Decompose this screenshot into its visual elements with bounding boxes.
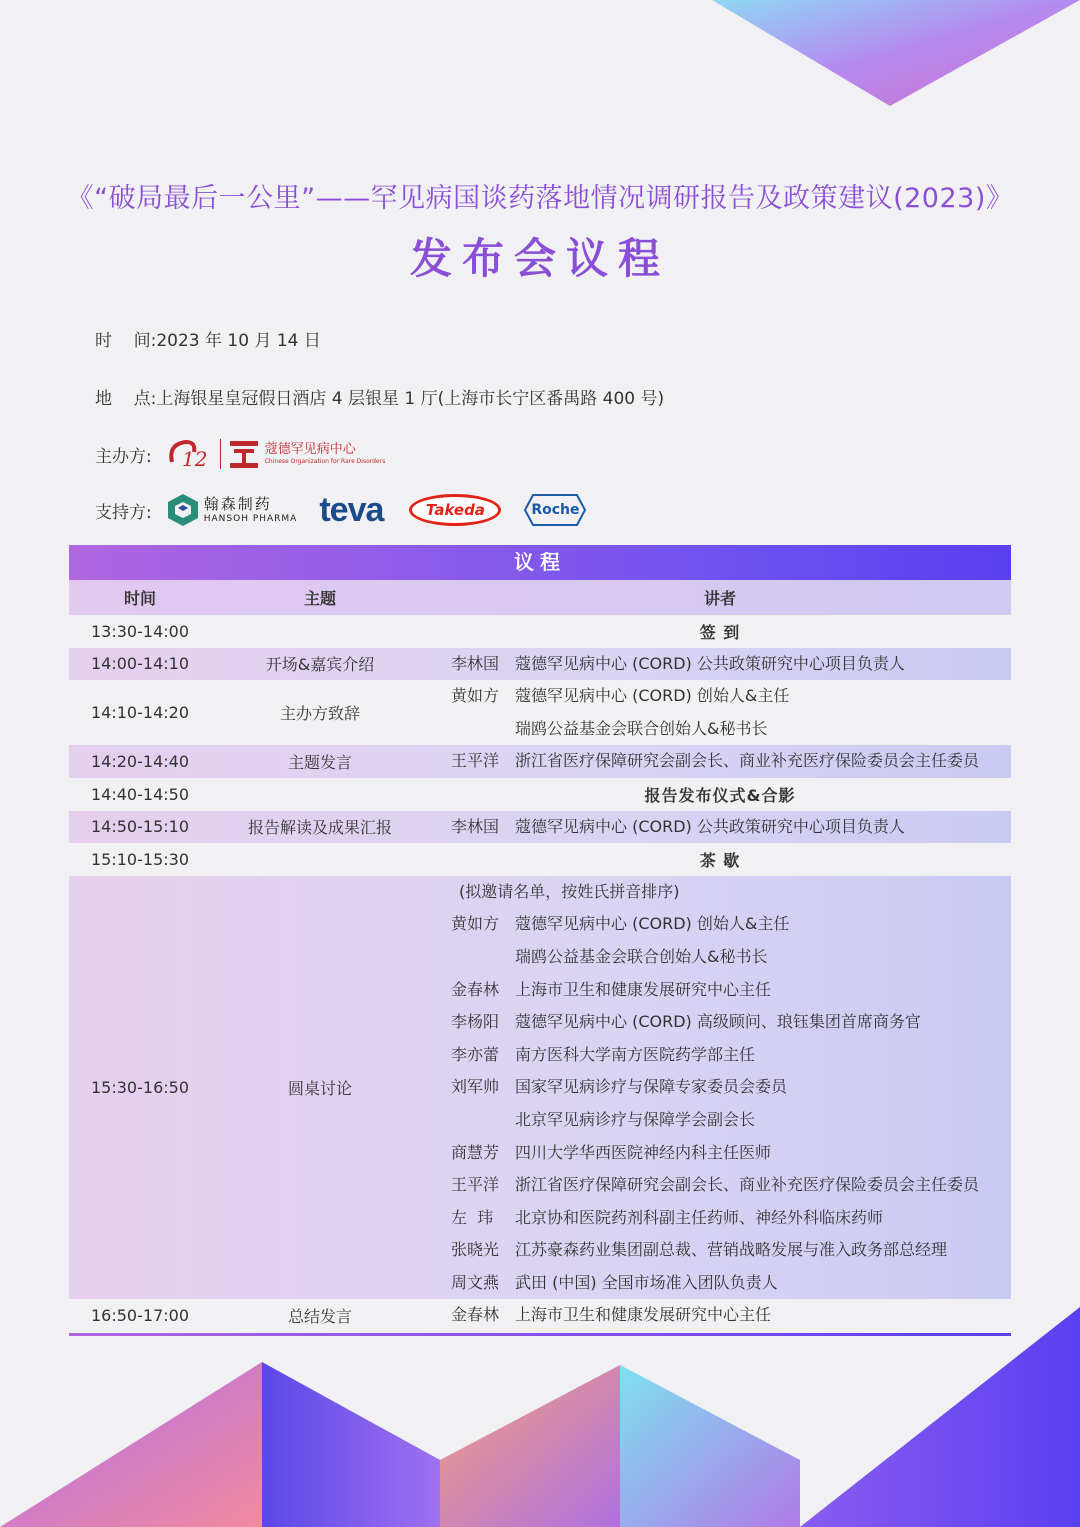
host-row — [95, 434, 385, 474]
svg-text:12: 12 — [181, 447, 208, 471]
speaker-title: 南方医科大学南方医院药学部主任 — [515, 1044, 756, 1064]
row-speakers — [429, 1299, 1011, 1332]
speaker-title: 蔻德罕见病中心 (CORD) 公共政策研究中心项目负责人 — [515, 816, 905, 836]
host-logo — [166, 436, 386, 472]
roche-text: Roche — [531, 502, 580, 518]
speaker-name — [429, 941, 515, 974]
speaker-name — [429, 713, 515, 746]
teva-logo — [319, 491, 383, 530]
speaker-line — [429, 713, 1011, 746]
table-header-row — [69, 580, 1011, 615]
agenda-rows — [69, 615, 1011, 1332]
speaker-name — [429, 1104, 515, 1137]
hansoh-name-en: HANSOH PHARMA — [203, 513, 298, 524]
table-row — [69, 1299, 1011, 1332]
speaker-title: 国家罕见病诊疗与保障专家委员会委员 — [515, 1077, 788, 1097]
speaker-name: 金春林 — [451, 979, 500, 999]
support-row — [95, 490, 587, 530]
place-value: 上海银星皇冠假日酒店 4 层银星 1 厅(上海市长宁区番禺路 400 号) — [156, 389, 665, 409]
table-row — [69, 615, 1011, 648]
speaker-line — [429, 974, 1011, 1007]
time-value: 2023 年 10 月 14 日 — [156, 331, 321, 351]
speaker-name: 黄如方 — [451, 686, 500, 706]
place-info — [95, 384, 664, 409]
header-speaker: 讲者 — [703, 589, 736, 608]
speaker-name: 商慧芳 — [451, 1142, 500, 1162]
speaker-line — [429, 745, 1011, 778]
table-row — [69, 843, 1011, 876]
report-title: 《“破局最后一公里”——罕见病国谈药落地情况调研报告及政策建议(2023)》 — [66, 183, 1014, 214]
table-row — [69, 778, 1011, 811]
speaker-name: 李亦蕾 — [451, 1044, 500, 1064]
cord-emblem-icon — [166, 436, 212, 472]
speaker-title: 武田 (中国) 全国市场准入团队负责人 — [515, 1272, 778, 1292]
row-speakers — [429, 680, 1011, 745]
row-time: 13:30-14:00 — [91, 621, 189, 641]
takeda-text: Takeda — [425, 501, 485, 519]
row-center-text: 茶 歇 — [699, 850, 741, 870]
row-time: 16:50-17:00 — [91, 1306, 189, 1326]
table-row — [69, 876, 1011, 1300]
speaker-name: 李杨阳 — [451, 1012, 500, 1032]
row-topic: 总结发言 — [287, 1307, 352, 1327]
agenda-table — [69, 545, 1011, 1332]
header-time: 时间 — [123, 589, 156, 608]
time-label: 时 间: — [95, 331, 157, 351]
host-label: 主办方: — [95, 446, 152, 467]
table-row — [69, 680, 1011, 745]
speaker-name: 黄如方 — [451, 914, 500, 934]
speaker-title: 蔻德罕见病中心 (CORD) 公共政策研究中心项目负责人 — [515, 653, 905, 673]
agenda-table-title: 议程 — [69, 545, 1011, 580]
hansoh-emblem-icon — [166, 493, 200, 527]
time-info — [95, 326, 321, 351]
speaker-line — [429, 648, 1011, 681]
hansoh-name-cn: 翰森制药 — [203, 494, 272, 513]
speaker-title: 蔻德罕见病中心 (CORD) 创始人&主任 — [515, 686, 790, 706]
invitation-note: (拟邀请名单，按姓氏拼音排序) — [459, 881, 680, 901]
row-topic: 主办方致辞 — [279, 704, 360, 724]
speaker-line — [429, 811, 1011, 844]
speaker-line — [429, 1299, 1011, 1332]
roche-logo — [523, 502, 587, 518]
table-row — [69, 745, 1011, 778]
speaker-line — [429, 680, 1011, 713]
speaker-line — [429, 941, 1011, 974]
row-time: 15:10-15:30 — [91, 849, 189, 869]
speaker-line — [429, 908, 1011, 941]
speaker-title: 北京协和医院药剂科副主任药师、神经外科临床药师 — [515, 1207, 884, 1227]
row-time: 14:10-14:20 — [91, 703, 189, 723]
row-speakers — [429, 648, 1011, 681]
speaker-name: 周文燕 — [451, 1272, 500, 1292]
speaker-title: 四川大学华西医院神经内科主任医师 — [515, 1142, 772, 1162]
page-title: 发布会议程 — [409, 234, 670, 283]
place-label: 地 点: — [95, 389, 157, 409]
teva-text: teva — [319, 490, 384, 529]
hansoh-logo — [166, 493, 298, 527]
table-row — [69, 811, 1011, 844]
row-topic: 开场&嘉宾介绍 — [265, 655, 375, 675]
speaker-name: 张晓光 — [451, 1240, 500, 1260]
speaker-name: 金春林 — [451, 1305, 500, 1325]
speaker-line — [429, 1104, 1011, 1137]
row-time: 14:40-14:50 — [91, 784, 189, 804]
row-topic: 报告解读及成果汇报 — [247, 818, 392, 838]
speaker-title: 浙江省医疗保障研究会副会长、商业补充医疗保险委员会主任委员 — [515, 751, 980, 771]
speaker-line — [429, 1039, 1011, 1072]
row-time: 15:30-16:50 — [91, 1078, 189, 1098]
speaker-line — [429, 1137, 1011, 1170]
row-topic: 圆桌讨论 — [287, 1079, 352, 1099]
speaker-title: 蔻德罕见病中心 (CORD) 高级顾问、琅钰集团首席商务官 — [515, 1012, 921, 1032]
row-center-text: 签 到 — [699, 622, 741, 642]
table-bottom-line — [69, 1333, 1011, 1336]
speaker-title: 瑞鸥公益基金会联合创始人&秘书长 — [515, 946, 768, 966]
host-name-cn: 蔻德罕见病中心 — [264, 442, 356, 457]
row-speakers — [429, 876, 1011, 1300]
speaker-line — [429, 1006, 1011, 1039]
speaker-line — [429, 1234, 1011, 1267]
speaker-name: 左 玮 — [451, 1207, 494, 1227]
speaker-name: 刘军帅 — [451, 1077, 500, 1097]
speaker-line — [429, 1071, 1011, 1104]
speaker-line — [429, 1267, 1011, 1300]
speaker-title: 江苏豪森药业集团副总裁、营销战略发展与准入政务部总经理 — [515, 1240, 948, 1260]
cord-logo-icon — [229, 439, 259, 469]
speaker-title: 北京罕见病诊疗与保障学会副会长 — [515, 1109, 756, 1129]
host-name-en: Chinese Organization for Rare Disorders — [264, 458, 386, 465]
speaker-title: 上海市卫生和健康发展研究中心主任 — [515, 979, 772, 999]
row-time: 14:50-15:10 — [91, 817, 189, 837]
takeda-logo — [409, 494, 501, 526]
row-speakers — [429, 745, 1011, 778]
speaker-title: 上海市卫生和健康发展研究中心主任 — [515, 1305, 772, 1325]
support-label: 支持方: — [95, 502, 152, 523]
row-topic: 主题发言 — [287, 753, 352, 773]
speaker-name: 王平洋 — [451, 751, 500, 771]
speaker-title: 瑞鸥公益基金会联合创始人&秘书长 — [515, 718, 768, 738]
speaker-name: 李林国 — [451, 816, 500, 836]
row-speakers — [429, 811, 1011, 844]
row-center-text: 报告发布仪式&合影 — [644, 785, 796, 805]
speaker-title: 蔻德罕见病中心 (CORD) 创始人&主任 — [515, 914, 790, 934]
row-time: 14:00-14:10 — [91, 654, 189, 674]
row-time: 14:20-14:40 — [91, 752, 189, 772]
speaker-title: 浙江省医疗保障研究会副会长、商业补充医疗保险委员会主任委员 — [515, 1175, 980, 1195]
speaker-name: 王平洋 — [451, 1175, 500, 1195]
speaker-name: 李林国 — [451, 653, 500, 673]
speaker-line — [429, 1169, 1011, 1202]
header-topic: 主题 — [303, 589, 336, 608]
speaker-line — [429, 1202, 1011, 1235]
table-row — [69, 648, 1011, 681]
